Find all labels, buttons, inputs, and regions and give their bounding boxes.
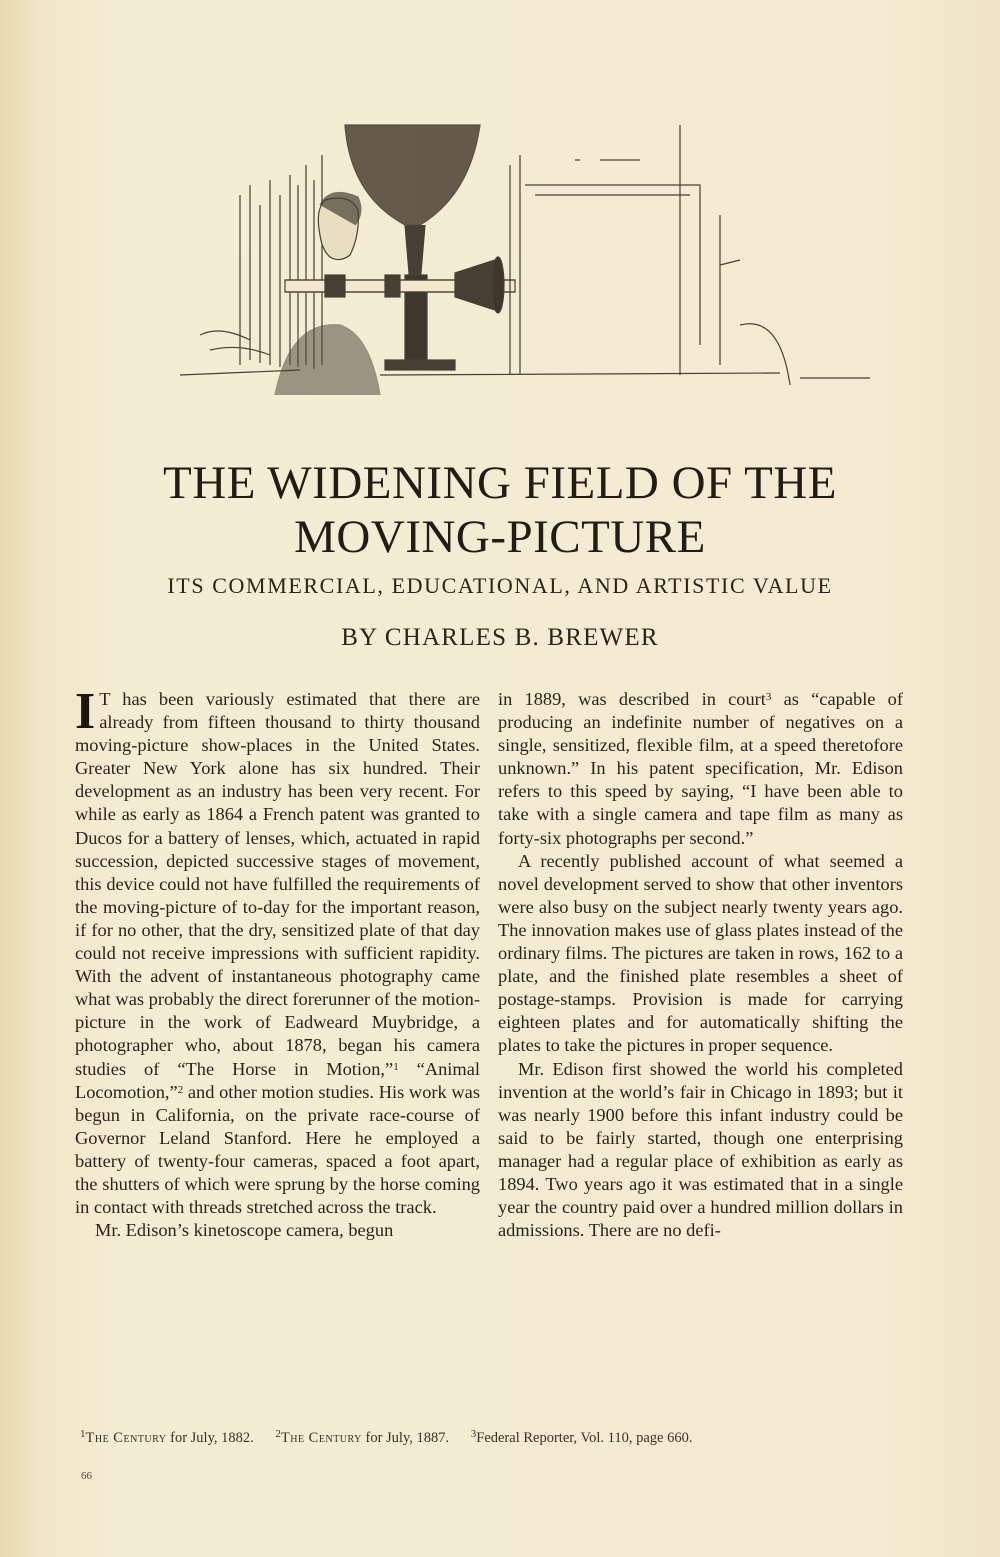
footnote-number: 2 — [275, 1428, 281, 1440]
paragraph: Mr. Edison first showed the world his completed invention at the world’s fair in Chicago in 1893; but it was nearly 1900 before this infant industry could be said to be fairly started, though one enterprising manager had a regular place of exhibition as early as 1894. Two years ago it was estimated that in a single year the country paid over a hundred million dollars in admissions. There are no defi- — [498, 1058, 903, 1241]
footnote-ref-3: 3 — [765, 691, 772, 703]
paragraph — [498, 688, 903, 850]
right-column — [498, 688, 903, 1242]
footnote-text: for July, 1887. — [361, 1430, 450, 1446]
kinetoscope-sketch-icon — [180, 85, 900, 405]
article-title — [0, 456, 1000, 564]
footnote-3 — [471, 1430, 693, 1446]
title-line-2: MOVING-PICTURE — [294, 511, 706, 563]
paragraph-text: T has been variously estimated that there are already from fifteen thousand to thirty thousand moving-picture show-places in the United States. Greater New York alone has six hundred. Their development as an industry has been very recent. For while as early as 1864 a French patent was granted to Ducos for a battery of lenses, which, actuated in rapid succession, depicted successive stages of movement, this device could not have fulfilled the requirements of the moving-picture of to-day for the important reason, if for no other, that the dry, sensitized plate of that day could not receive impressions with sufficient rapidity. With the advent of instantaneous photography came what was probably the direct forerunner of the motion-picture in the work of Eadweard Muybridge, a photographer who, about 1878, began his camera studies of “The Horse in Motion,” — [75, 689, 480, 1079]
footnote-ref-1: 1 — [393, 1060, 399, 1073]
footnote-ref-2: 2 — [177, 1083, 184, 1096]
left-column — [75, 683, 480, 1242]
footnotes — [80, 1430, 920, 1447]
footnote-number: 1 — [80, 1428, 86, 1440]
paragraph-text: “Animal Locomotion,” — [75, 1058, 480, 1102]
article-byline: BY CHARLES B. BREWER — [341, 624, 659, 651]
paragraph: A recently published account of what seemed a novel development served to show that other inventors were also busy on the subject nearly twenty years ago. The innovation makes use of glass plates instead of the ordinary films. The pictures are taken in rows, 162 to a plate, and the finished plate resembles a sheet of postage-stamps. Provision is made for carrying eighteen plates and for automatically shifting the plates to take the pictures in proper sequence. — [498, 850, 904, 1056]
footnote-number: 3 — [470, 1428, 477, 1440]
paragraph: Mr. Edison’s kinetoscope camera, begun — [95, 1220, 394, 1241]
header-illustration — [180, 85, 900, 405]
footnote-text: for July, 1882. — [166, 1430, 254, 1446]
paragraph — [75, 683, 480, 1219]
paragraph-text: as “capable of producing an indefinite number of negatives on a single, sensitized, flexible film, at a speed theretofore unknown.” In his patent specification, Mr. Edison refers to this speed by saying, “I have been able to take with a single camera and tape film as many as forty-six photographs per second.” — [498, 689, 903, 848]
article-subtitle: ITS COMMERCIAL, EDUCATIONAL, AND ARTISTIC VALUE — [167, 573, 833, 598]
drop-cap: I — [75, 683, 96, 740]
footnote-text: Federal Reporter, Vol. 110, page 660. — [476, 1430, 693, 1446]
paragraph-text: and other motion studies. His work was begun in California, on the private race-course of Governor Leland Stanford. Here he employed a battery of twenty-four cameras, spaced a foot apart, the shutters of which were sprung by the horse coming in contact with threads stretched across the track. — [75, 1081, 480, 1218]
title-line-1: THE WIDENING FIELD OF THE — [163, 457, 837, 509]
footnote-magazine: The Century — [85, 1430, 167, 1446]
footnote-2 — [275, 1430, 449, 1446]
footnote-magazine: The Century — [280, 1430, 362, 1446]
page-number: 66 — [81, 1470, 92, 1482]
footnote-1 — [80, 1430, 254, 1446]
paragraph-text: in 1889, was described in court — [498, 689, 766, 709]
